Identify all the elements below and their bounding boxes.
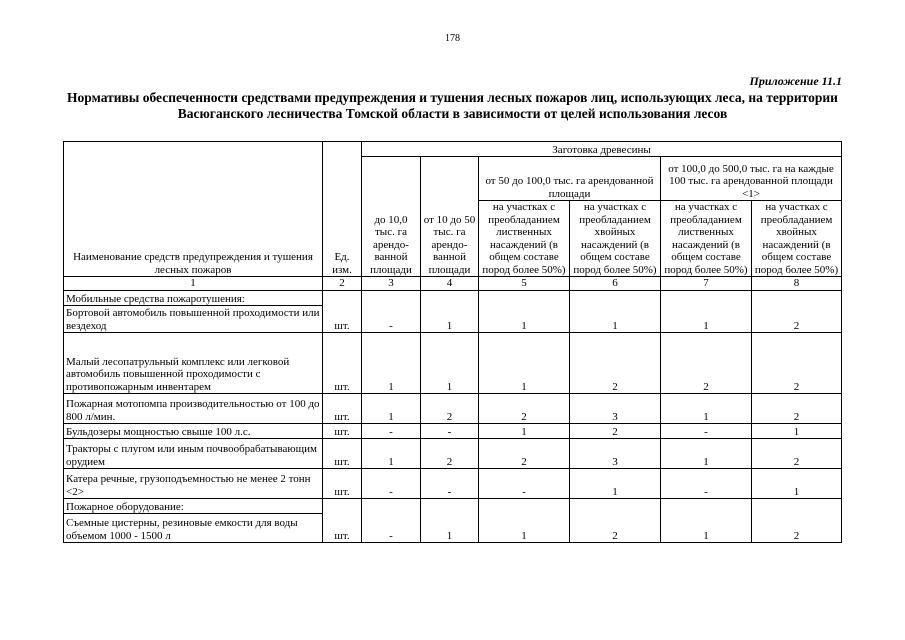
- row-value: 1: [661, 306, 752, 333]
- row-value: 2: [661, 333, 752, 394]
- row-value: 1: [752, 469, 842, 499]
- header-col4: от 10 до 50 тыс. га арендо-ванной площади: [421, 157, 479, 277]
- row-value: 2: [421, 394, 479, 424]
- row-value: -: [421, 469, 479, 499]
- row-value: 1: [421, 306, 479, 333]
- column-numbers-row: [64, 277, 842, 291]
- norms-table: [63, 141, 842, 543]
- row-value: -: [479, 469, 570, 499]
- section-label-mobile: Мобильные средства пожаротушения:: [64, 291, 323, 306]
- col-number: 6: [570, 277, 661, 291]
- header-subgroup-2: от 100,0 до 500,0 тыс. га на каждые 100 тыс. га арендованной площади <1>: [661, 157, 842, 201]
- row-name: Катера речные, грузоподъемностью не менее 2 тонн <2>: [64, 469, 323, 499]
- table-row: [64, 394, 842, 424]
- row-unit: шт.: [323, 439, 362, 469]
- row-value: 2: [570, 514, 661, 543]
- row-value: -: [362, 306, 421, 333]
- row-value: 1: [362, 333, 421, 394]
- row-value: 2: [479, 394, 570, 424]
- header-unit-col: Ед. изм.: [323, 142, 362, 277]
- row-value: 1: [479, 514, 570, 543]
- row-value: 1: [570, 306, 661, 333]
- row-value: 2: [752, 333, 842, 394]
- header-col7: на участках с преобладанием лиственных насаждений (в общем составе пород более 50%): [661, 201, 752, 277]
- row-unit: шт.: [323, 514, 362, 543]
- row-value: 2: [479, 439, 570, 469]
- table-row: [64, 333, 842, 394]
- row-value: 3: [570, 439, 661, 469]
- col-number: 1: [64, 277, 323, 291]
- row-value: 2: [570, 333, 661, 394]
- row-name: Малый лесопатрульный комплекс или легковой автомобиль повышенной проходимости с противопожарным инвентарем: [64, 333, 323, 394]
- row-name: Съемные цистерны, резиновые емкости для воды объемом 1000 - 1500 л: [64, 514, 323, 543]
- row-value: 1: [479, 306, 570, 333]
- row-value: 2: [421, 439, 479, 469]
- table-row: [64, 514, 842, 543]
- header-subgroup-1: от 50 до 100,0 тыс. га арендованной площади: [479, 157, 661, 201]
- section-row: [64, 291, 842, 306]
- row-value: 1: [421, 333, 479, 394]
- header-col6: на участках с преобладанием хвойных насаждений (в общем составе пород более 50%): [570, 201, 661, 277]
- row-name: Бортовой автомобиль повышенной проходимости или вездеход: [64, 306, 323, 333]
- document-title: Нормативы обеспеченности средствами предупреждения и тушения лесных пожаров лиц, использующих леса, на территории Васюганского лесничества Томской области в зависимости от целей использования лесов: [67, 90, 838, 121]
- page-number: 178: [445, 33, 460, 44]
- header-group: Заготовка древесины: [362, 142, 842, 157]
- col-number: 4: [421, 277, 479, 291]
- row-value: 1: [479, 333, 570, 394]
- table-row: [64, 306, 842, 333]
- row-value: 2: [752, 394, 842, 424]
- row-value: 1: [362, 394, 421, 424]
- appendix-label: Приложение 11.1: [749, 74, 842, 88]
- row-unit: шт.: [323, 469, 362, 499]
- row-value: 1: [661, 514, 752, 543]
- row-unit: шт.: [323, 333, 362, 394]
- section-row: [64, 499, 842, 514]
- row-value: -: [362, 424, 421, 439]
- row-value: 1: [570, 469, 661, 499]
- row-value: -: [661, 424, 752, 439]
- row-value: 1: [421, 514, 479, 543]
- table-row: [64, 469, 842, 499]
- col-number: 8: [752, 277, 842, 291]
- row-unit: шт.: [323, 424, 362, 439]
- col-number: 3: [362, 277, 421, 291]
- row-value: 2: [752, 514, 842, 543]
- row-value: 2: [752, 439, 842, 469]
- row-value: 1: [362, 439, 421, 469]
- row-value: 1: [479, 424, 570, 439]
- header-col3: до 10,0 тыс. га арендо-ванной площади: [362, 157, 421, 277]
- col-number: 5: [479, 277, 570, 291]
- row-value: 2: [752, 306, 842, 333]
- row-name: Тракторы с плугом или иным почвообрабатывающим орудием: [64, 439, 323, 469]
- row-name: Бульдозеры мощностью свыше 100 л.с.: [64, 424, 323, 439]
- row-name: Пожарная мотопомпа производительностью от 100 до 800 л/мин.: [64, 394, 323, 424]
- table-row: [64, 439, 842, 469]
- table-row: [64, 424, 842, 439]
- header-name-col: Наименование средств предупреждения и тушения лесных пожаров: [64, 142, 323, 277]
- header-col8: на участках с преобладанием хвойных насаждений (в общем составе пород более 50%): [752, 201, 842, 277]
- col-number: 2: [323, 277, 362, 291]
- row-value: -: [362, 514, 421, 543]
- row-value: 1: [661, 439, 752, 469]
- row-value: 2: [570, 424, 661, 439]
- col-number: 7: [661, 277, 752, 291]
- section-label-equipment: Пожарное оборудование:: [64, 499, 323, 514]
- row-value: -: [421, 424, 479, 439]
- row-value: 1: [661, 394, 752, 424]
- row-value: -: [362, 469, 421, 499]
- header-col5: на участках с преобладанием лиственных насаждений (в общем составе пород более 50%): [479, 201, 570, 277]
- row-value: -: [661, 469, 752, 499]
- row-value: 1: [752, 424, 842, 439]
- row-value: 3: [570, 394, 661, 424]
- row-unit: шт.: [323, 306, 362, 333]
- row-unit: шт.: [323, 394, 362, 424]
